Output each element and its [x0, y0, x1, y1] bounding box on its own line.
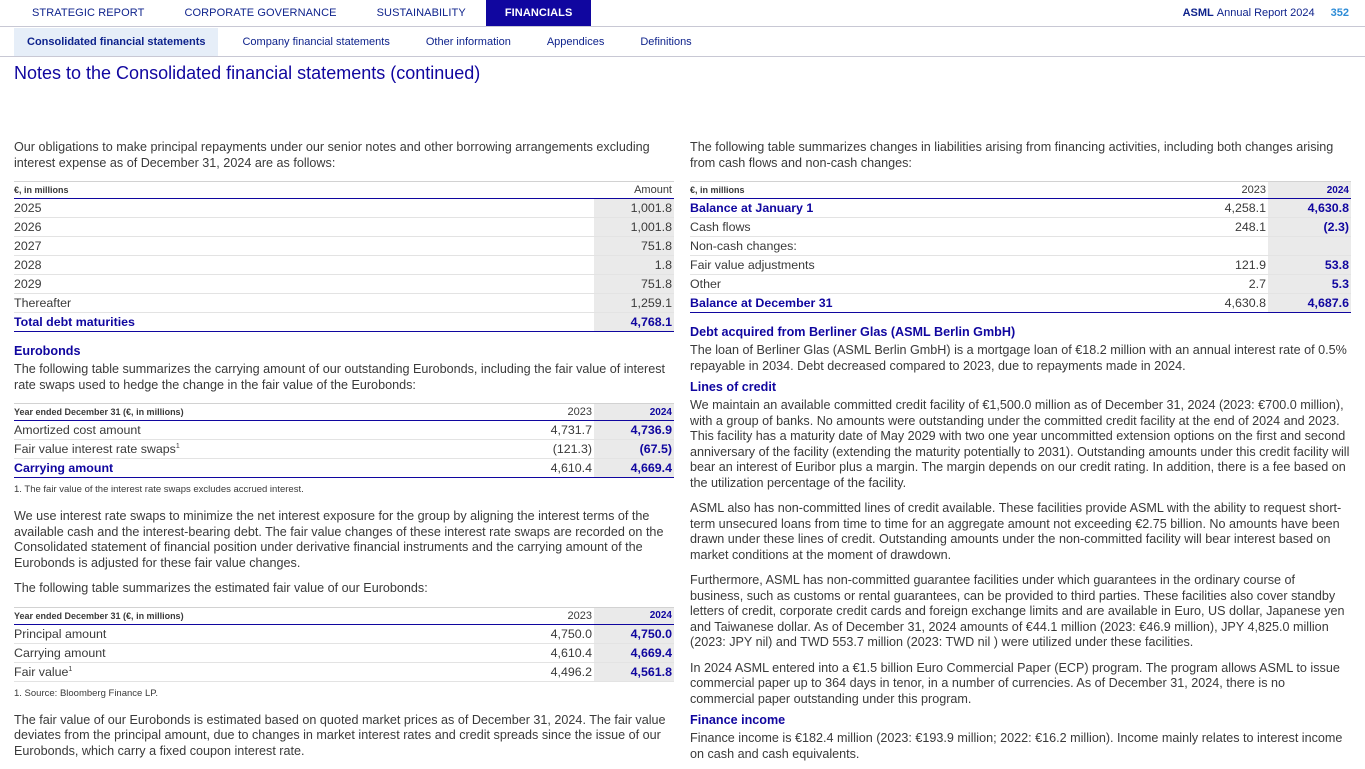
cell-value — [1268, 237, 1351, 256]
cell-value: 4,610.4 — [514, 643, 594, 662]
column-header: €, in millions — [14, 182, 594, 199]
cell-value: 1,259.1 — [594, 294, 674, 313]
column-header: 2023 — [514, 607, 594, 624]
fair-value-paragraph: The fair value of our Eurobonds is estimated based on quoted market prices as of December 31, 2024. The fair value deviates from the principal amount, due to changes in market interest rates and credit spreads since the issue of our Eurobonds, which carry a fixed coupon interest rate. — [14, 712, 666, 758]
row-label — [14, 440, 514, 459]
maturities-intro: Our obligations to make principal repayments under our senior notes and other borrowing arrangements excluding interest expense as of December 31, 2024 are as follows: — [14, 140, 650, 170]
subtab-definitions[interactable]: Definitions — [640, 36, 692, 48]
table-row — [14, 643, 674, 662]
table-row — [14, 218, 674, 237]
cell-value: (67.5) — [594, 440, 674, 459]
cell-value: 4,731.7 — [514, 421, 594, 440]
table-row — [14, 421, 674, 440]
cell-value: 121.9 — [1188, 256, 1268, 275]
row-label: 2029 — [14, 275, 594, 294]
berliner-glas-paragraph: The loan of Berliner Glas (ASML Berlin GmbH) is a mortgage loan of €18.2 million with an annual interest rate of 0.5% repayable in 2034. Debt decreased compared to 2023, due to repayments made in 2024. — [690, 343, 1347, 373]
financing-liabilities-table — [690, 181, 1351, 313]
tab-financials[interactable]: FINANCIALS — [486, 0, 592, 26]
cell-value: 4,496.2 — [514, 662, 594, 681]
table-row — [690, 256, 1351, 275]
cell-value: (121.3) — [514, 440, 594, 459]
finance-income-heading: Finance income — [690, 713, 786, 727]
credit-paragraph-3: Furthermore, ASML has non-committed guarantee facilities under which guarantees in the ordinary course of business, such as customs or rental guarantees, can be provided to third parties. These facilities also cover standby letters of credit, corporate credit cards and foreign exchange limits and are available in Euro, US dollar, Japanese yen and Taiwanese dollar. As of December 31, 2024 amounts of €44.1 million (2023: €46.9 million), JPY 4,825.0 million (2023: JPY nil) and TWD 553.7 million (2023: TWD nil ) were utilized under these facilities. — [690, 573, 1345, 649]
credit-paragraph-4: In 2024 ASML entered into a €1.5 billion Euro Commercial Paper (ECP) program. The program allows ASML to issue commercial paper up to 364 days in tenor, in a number of currencies. As of December 31, 2024, there is no commercial paper outstanding under this program. — [690, 660, 1340, 706]
row-label: Amortized cost amount — [14, 421, 514, 440]
credit-paragraph-2: ASML also has non-committed lines of credit available. These facilities provide ASML with the ability to request short-term unsecured loans from time to time for an aggregate amount not exceeding €2.75 billion. No amounts have been drawn under these lines of credit. Outstanding amounts under the non-committed facility will bear interest based on market conditions at the moment of drawdown. — [690, 501, 1342, 562]
table-row — [14, 294, 674, 313]
column-header: 2023 — [1188, 182, 1268, 199]
table-row — [14, 662, 674, 681]
cell-value: 4,768.1 — [594, 313, 674, 332]
cell-value: 4,750.0 — [594, 624, 674, 643]
tab-corporate-governance[interactable]: CORPORATE GOVERNANCE — [184, 7, 337, 19]
cell-value: 4,669.4 — [594, 459, 674, 478]
cell-value: 1.8 — [594, 256, 674, 275]
table-row — [14, 624, 674, 643]
row-label: Other — [690, 275, 1188, 294]
cell-value: 751.8 — [594, 237, 674, 256]
cell-value: 4,630.8 — [1188, 294, 1268, 313]
footnote-marker: 1 — [175, 442, 180, 450]
row-label — [14, 662, 514, 681]
page-number: 352 — [1330, 7, 1349, 19]
column-header: Year ended December 31 (€, in millions) — [14, 404, 514, 421]
total-row — [14, 313, 674, 332]
row-label: 2028 — [14, 256, 594, 275]
row-label: Non-cash changes: — [690, 237, 1188, 256]
row-label: Balance at January 1 — [690, 199, 1188, 218]
cell-value: 4,630.8 — [1268, 199, 1351, 218]
eurobonds-intro: The following table summarizes the carrying amount of our outstanding Eurobonds, including the fair value of interest rate swaps used to hedge the change in the fair value of the Eurobonds: — [14, 362, 666, 392]
footnote: 1. The fair value of the interest rate swaps excludes accrued interest. — [14, 484, 304, 495]
tab-sustainability[interactable]: SUSTAINABILITY — [376, 7, 466, 19]
cell-value: 248.1 — [1188, 218, 1268, 237]
tab-strategic-report[interactable]: STRATEGIC REPORT — [32, 7, 145, 19]
table-row — [14, 237, 674, 256]
column-header: Year ended December 31 (€, in millions) — [14, 607, 514, 624]
top-navigation — [0, 0, 1365, 27]
table-header-row — [14, 404, 674, 421]
cell-value: 4,561.8 — [594, 662, 674, 681]
row-label: Thereafter — [14, 294, 594, 313]
table-row — [14, 275, 674, 294]
right-column — [690, 140, 1351, 769]
financing-intro: The following table summarizes changes in liabilities arising from financing activities, including both changes arising from cash flows and non-cash changes: — [690, 140, 1334, 170]
row-label: Cash flows — [690, 218, 1188, 237]
report-info — [1183, 0, 1365, 26]
table-header-row — [14, 607, 674, 624]
table-row — [690, 275, 1351, 294]
cell-value: 2.7 — [1188, 275, 1268, 294]
cell-value — [1188, 237, 1268, 256]
subtab-company-financial-statements[interactable]: Company financial statements — [242, 36, 390, 48]
eurobonds-heading: Eurobonds — [14, 344, 81, 358]
cell-value: 4,736.9 — [594, 421, 674, 440]
cell-value: 4,669.4 — [594, 643, 674, 662]
finance-income-paragraph: Finance income is €182.4 million (2023: €193.9 million; 2022: €16.2 million). Income mainly relates to interest income on cash and cash equivalents. — [690, 731, 1343, 761]
sub-navigation — [0, 28, 1365, 57]
column-header: €, in millions — [690, 182, 1188, 199]
opening-balance-row — [690, 199, 1351, 218]
eurobonds-fair-value-table — [14, 607, 674, 682]
row-label: 2027 — [14, 237, 594, 256]
eurobonds-carrying-table — [14, 403, 674, 478]
cell-value: 53.8 — [1268, 256, 1351, 275]
swaps-paragraph: We use interest rate swaps to minimize the net interest exposure for the group by aligning the interest terms of the available cash and the interest-bearing debt. The fair value changes of these interest rate swaps are recorded on the Consolidated statement of financial position under derivative financial instruments and the carrying amount of the Eurobonds is adjusted for these fair value changes. — [14, 509, 664, 570]
cell-value: 1,001.8 — [594, 218, 674, 237]
cell-value: 1,001.8 — [594, 199, 674, 218]
row-label: Fair value adjustments — [690, 256, 1188, 275]
subtab-appendices[interactable]: Appendices — [546, 36, 605, 48]
column-header: Amount — [594, 182, 674, 199]
cell-value: 4,750.0 — [514, 624, 594, 643]
cell-value: 4,610.4 — [514, 459, 594, 478]
credit-paragraph-1: We maintain an available committed credit facility of €1,500.0 million as of December 31, 2024 (2023: €700.0 million), with a group of banks. No amounts were outstanding under the committed credit facility at the end of 2024 and 2023. This facility has a maturity date of May 2029 with two one year uncommitted extension options on the first and second anniversary of the facility (extending the maturity potentially to 2031). Outstanding amounts under this credit facility will bear an interest of Euribor plus a margin. The margin depends on our credit rating. In addition, there is a fee based on the utilization percentage of the facility. — [690, 398, 1350, 490]
table-row — [14, 440, 674, 459]
subtab-consolidated-financial-statements[interactable]: Consolidated financial statements — [14, 28, 218, 56]
column-header: 2024 — [1268, 182, 1351, 199]
debt-maturities-table — [14, 181, 674, 332]
cell-value: (2.3) — [1268, 218, 1351, 237]
table-row — [690, 237, 1351, 256]
left-column — [14, 140, 674, 769]
table-row — [690, 218, 1351, 237]
total-row — [690, 294, 1351, 313]
lines-of-credit-heading: Lines of credit — [690, 380, 777, 394]
row-label: Principal amount — [14, 624, 514, 643]
total-row — [14, 459, 674, 478]
table-header-row — [690, 182, 1351, 199]
table-header-row — [14, 182, 674, 199]
cell-value: 4,687.6 — [1268, 294, 1351, 313]
row-label-text: Fair value — [14, 664, 69, 679]
row-label: Carrying amount — [14, 643, 514, 662]
berliner-glas-heading: Debt acquired from Berliner Glas (ASML Berlin GmbH) — [690, 325, 1016, 339]
footnote: 1. Source: Bloomberg Finance LP. — [14, 687, 158, 699]
cell-value: 5.3 — [1268, 275, 1351, 294]
column-header: 2024 — [594, 607, 674, 624]
row-label: 2025 — [14, 199, 594, 218]
row-label: Balance at December 31 — [690, 294, 1188, 313]
cell-value: 751.8 — [594, 275, 674, 294]
fair-value-intro: The following table summarizes the estimated fair value of our Eurobonds: — [14, 581, 428, 595]
brand-name: ASML — [1182, 7, 1214, 19]
column-header: 2023 — [514, 404, 594, 421]
row-label: Carrying amount — [14, 459, 514, 478]
footnote-marker: 1 — [68, 665, 73, 673]
column-header: 2024 — [594, 404, 674, 421]
page-title: Notes to the Consolidated financial statements (continued) — [14, 63, 481, 83]
row-label-text: Fair value interest rate swaps — [14, 442, 176, 456]
report-name: Annual Report 2024 — [1216, 7, 1315, 19]
table-row — [14, 256, 674, 275]
subtab-other-information[interactable]: Other information — [425, 36, 511, 48]
row-label: 2026 — [14, 218, 594, 237]
row-label: Total debt maturities — [14, 313, 594, 332]
table-row — [14, 199, 674, 218]
cell-value: 4,258.1 — [1188, 199, 1268, 218]
